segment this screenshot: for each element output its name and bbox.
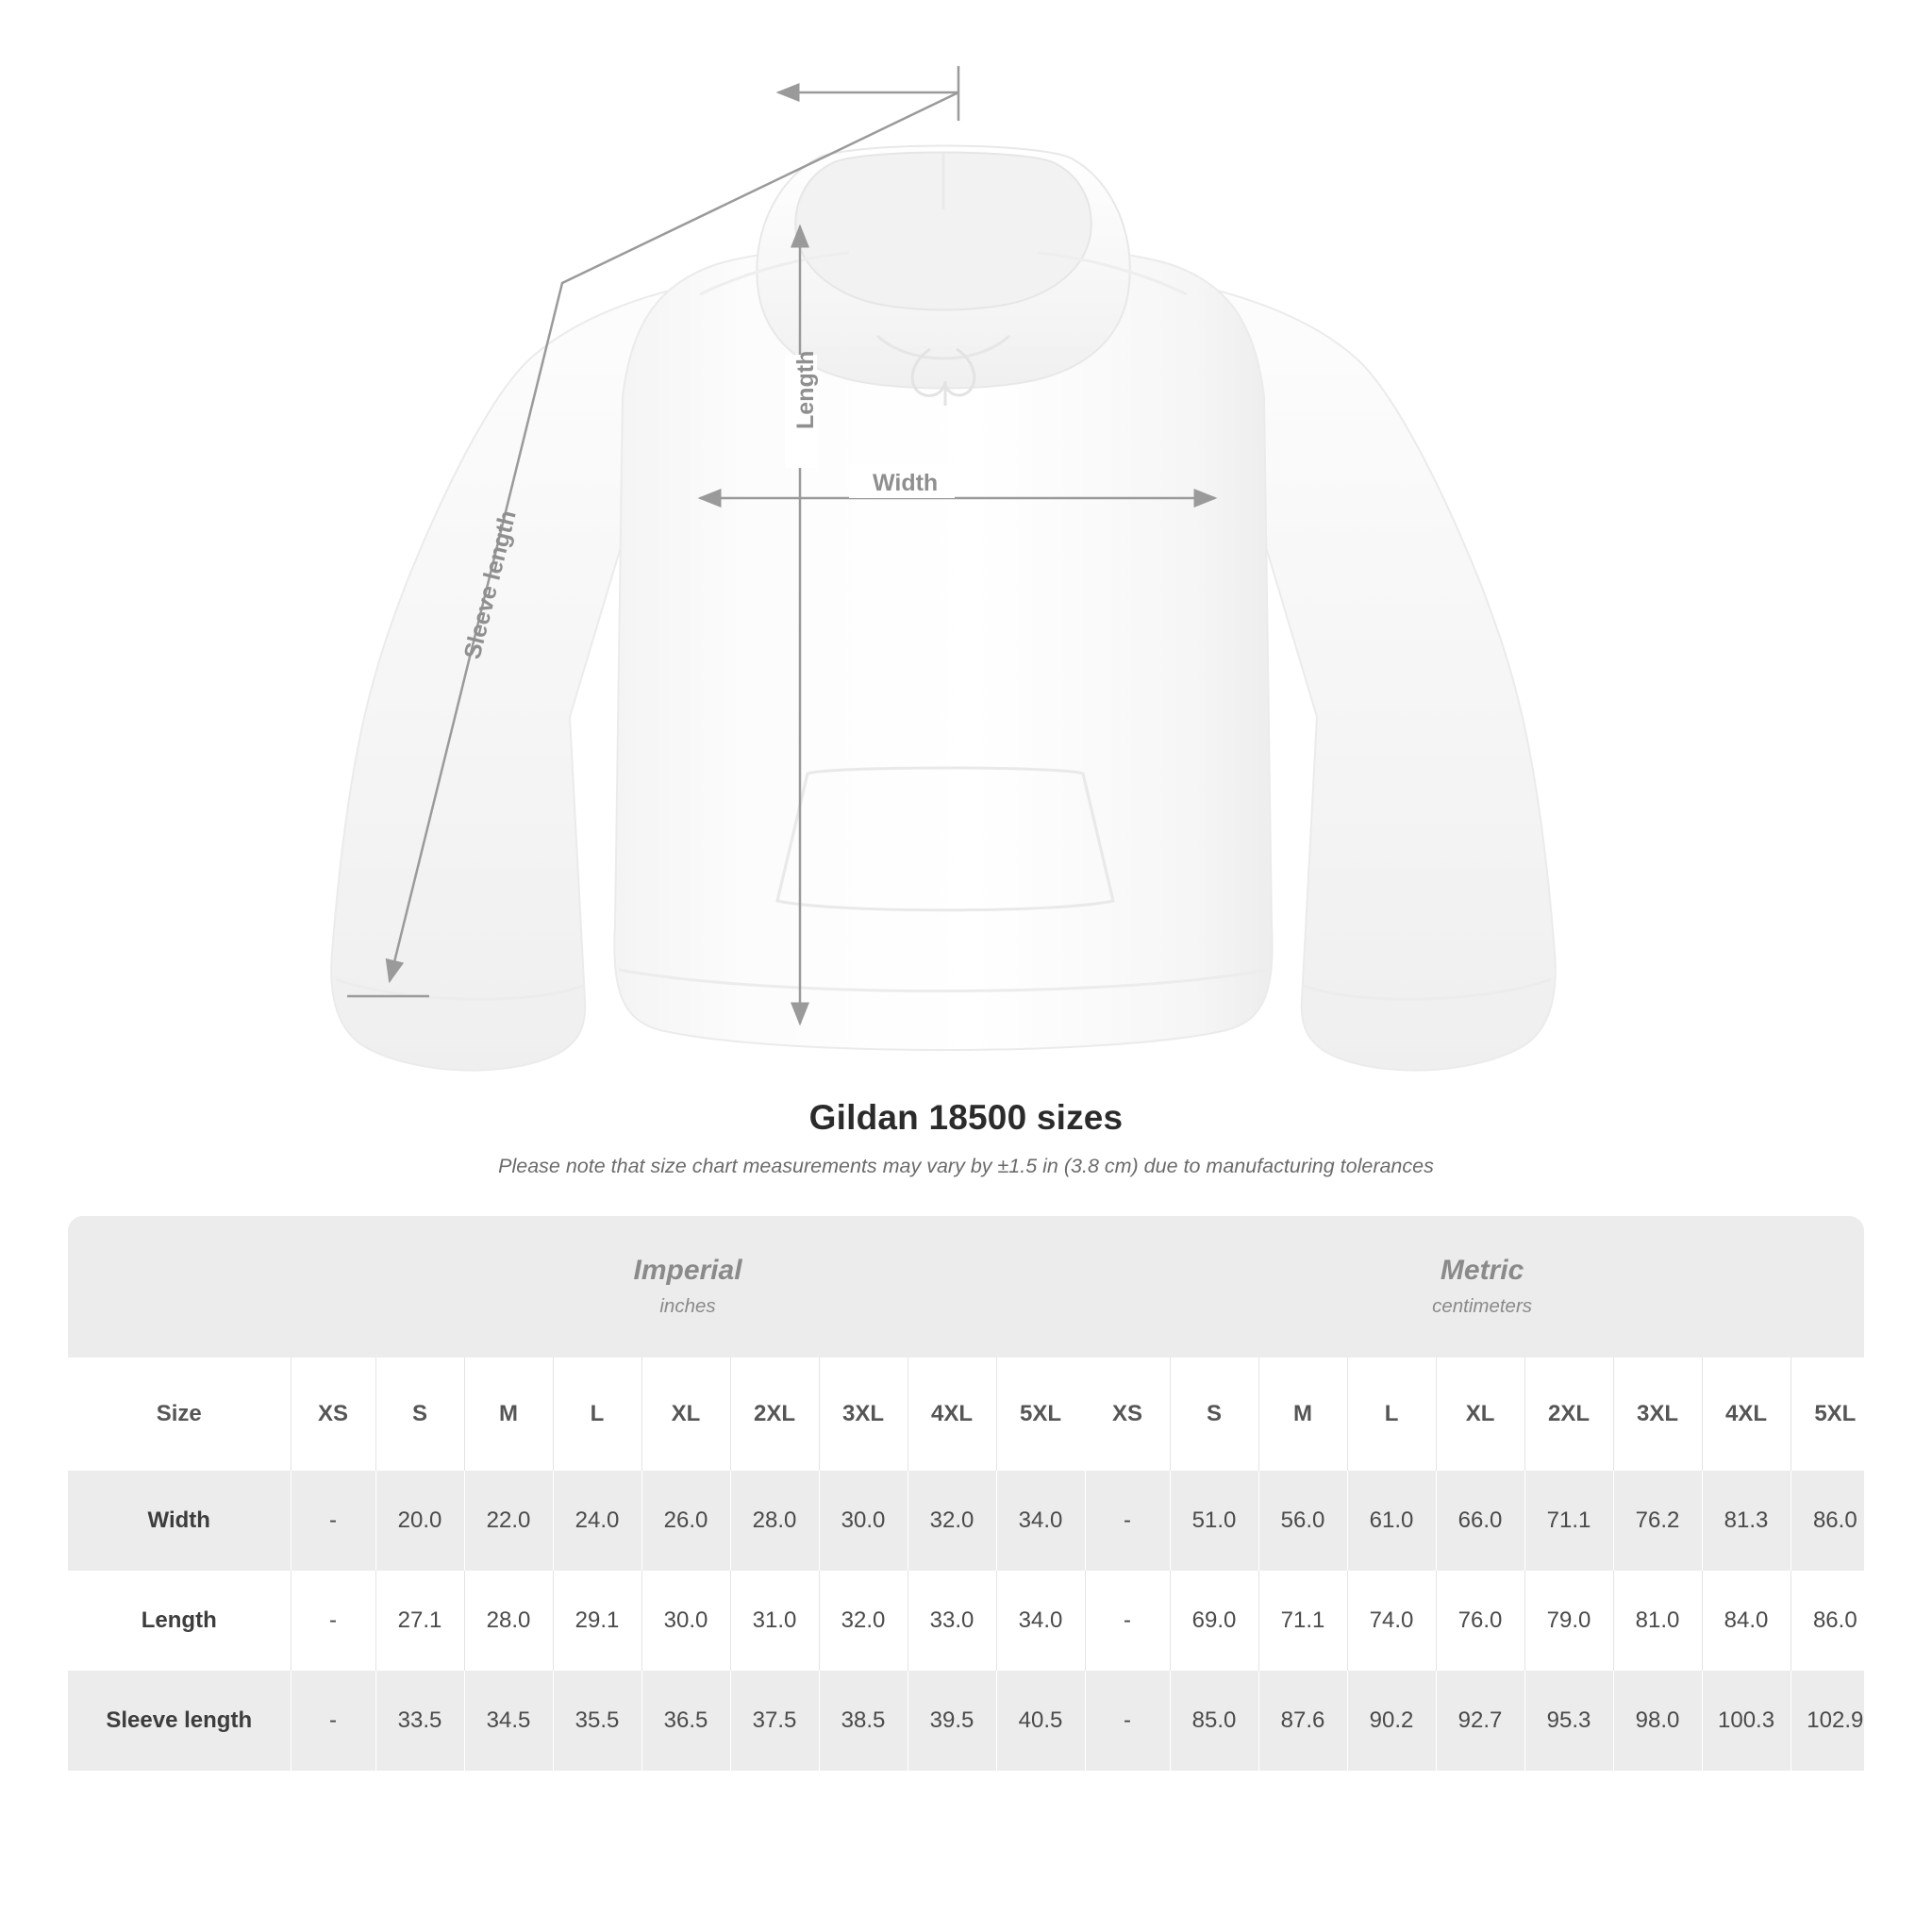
header-metric-m: M [1258, 1357, 1347, 1471]
header-imperial-xl: XL [641, 1357, 730, 1471]
width-imperial-s: 20.0 [375, 1471, 464, 1571]
page-title: Gildan 18500 sizes [808, 1098, 1124, 1137]
header-imperial-5xl: 5XL [996, 1357, 1085, 1471]
width-imperial-xs: - [291, 1471, 375, 1571]
unit-imperial-name: Imperial [633, 1255, 742, 1287]
length-imperial-xl: 30.0 [641, 1571, 730, 1671]
sleeve-imperial-2xl: 37.5 [730, 1671, 819, 1771]
length-imperial-s: 27.1 [375, 1571, 464, 1671]
length-imperial-xs: - [291, 1571, 375, 1671]
size-table-wrapper [68, 1216, 1864, 1771]
header-metric-s: S [1170, 1357, 1258, 1471]
length-metric-3xl: 81.0 [1613, 1571, 1702, 1671]
title-block [0, 1098, 1932, 1178]
width-metric-xl: 66.0 [1436, 1471, 1524, 1571]
table-row [68, 1571, 1864, 1671]
header-metric-4xl: 4XL [1702, 1357, 1790, 1471]
length-imperial-3xl: 32.0 [819, 1571, 908, 1671]
length-imperial-4xl: 33.0 [908, 1571, 996, 1671]
width-metric-s: 51.0 [1170, 1471, 1258, 1571]
sleeve-imperial-m: 34.5 [464, 1671, 553, 1771]
length-metric-5xl: 86.0 [1790, 1571, 1864, 1671]
sleeve-imperial-xl: 36.5 [641, 1671, 730, 1771]
length-imperial-l: 29.1 [553, 1571, 641, 1671]
length-imperial-2xl: 31.0 [730, 1571, 819, 1671]
label-width: Width [873, 470, 939, 496]
sleeve-metric-5xl: 102.9 [1790, 1671, 1864, 1771]
header-metric-3xl: 3XL [1613, 1357, 1702, 1471]
sleeve-imperial-s: 33.5 [375, 1671, 464, 1771]
header-metric-xs: XS [1085, 1357, 1170, 1471]
header-metric-l: L [1347, 1357, 1436, 1471]
unit-imperial-sub: inches [659, 1294, 716, 1317]
sleeve-imperial-5xl: 40.5 [996, 1671, 1085, 1771]
sleeve-metric-xs: - [1085, 1671, 1170, 1771]
unit-metric [1085, 1216, 1864, 1357]
sleeve-metric-xl: 92.7 [1436, 1671, 1524, 1771]
width-imperial-l: 24.0 [553, 1471, 641, 1571]
row-label-length: Length [68, 1571, 291, 1671]
header-imperial-m: M [464, 1357, 553, 1471]
length-metric-2xl: 79.0 [1524, 1571, 1613, 1671]
width-metric-4xl: 81.3 [1702, 1471, 1790, 1571]
length-metric-xs: - [1085, 1571, 1170, 1671]
sleeve-imperial-xs: - [291, 1671, 375, 1771]
row-label-width: Width [68, 1471, 291, 1571]
unit-metric-sub: centimeters [1432, 1294, 1533, 1317]
length-metric-l: 74.0 [1347, 1571, 1436, 1671]
width-metric-2xl: 71.1 [1524, 1471, 1613, 1571]
header-imperial-4xl: 4XL [908, 1357, 996, 1471]
length-metric-m: 71.1 [1258, 1571, 1347, 1671]
width-imperial-5xl: 34.0 [996, 1471, 1085, 1571]
width-metric-m: 56.0 [1258, 1471, 1347, 1571]
length-imperial-5xl: 34.0 [996, 1571, 1085, 1671]
sleeve-metric-m: 87.6 [1258, 1671, 1347, 1771]
width-imperial-4xl: 32.0 [908, 1471, 996, 1571]
sleeve-imperial-4xl: 39.5 [908, 1671, 996, 1771]
table-row [68, 1671, 1864, 1771]
sleeve-imperial-3xl: 38.5 [819, 1671, 908, 1771]
sleeve-metric-s: 85.0 [1170, 1671, 1258, 1771]
length-metric-4xl: 84.0 [1702, 1571, 1790, 1671]
header-metric-5xl: 5XL [1790, 1357, 1864, 1471]
size-table [68, 1216, 1864, 1771]
table-row [68, 1471, 1864, 1571]
sleeve-metric-3xl: 98.0 [1613, 1671, 1702, 1771]
length-metric-xl: 76.0 [1436, 1571, 1524, 1671]
header-imperial-2xl: 2XL [730, 1357, 819, 1471]
length-metric-s: 69.0 [1170, 1571, 1258, 1671]
unit-spacer [68, 1216, 291, 1357]
unit-imperial [291, 1216, 1085, 1357]
sleeve-metric-l: 90.2 [1347, 1671, 1436, 1771]
header-metric-2xl: 2XL [1524, 1357, 1613, 1471]
width-metric-l: 61.0 [1347, 1471, 1436, 1571]
sleeve-metric-4xl: 100.3 [1702, 1671, 1790, 1771]
header-imperial-xs: XS [291, 1357, 375, 1471]
width-metric-3xl: 76.2 [1613, 1471, 1702, 1571]
header-size-label: Size [68, 1357, 291, 1471]
header-imperial-l: L [553, 1357, 641, 1471]
measurement-tolerance-note: Please note that size chart measurements may vary by ±1.5 in (3.8 cm) due to manufacturing tolerances [498, 1155, 1434, 1177]
width-metric-xs: - [1085, 1471, 1170, 1571]
length-imperial-m: 28.0 [464, 1571, 553, 1671]
width-imperial-xl: 26.0 [641, 1471, 730, 1571]
label-sleeve-length: Sleeve length [458, 508, 522, 662]
unit-metric-name: Metric [1440, 1255, 1524, 1287]
sleeve-metric-2xl: 95.3 [1524, 1671, 1613, 1771]
hoodie-graphic [331, 146, 1556, 1071]
width-imperial-2xl: 28.0 [730, 1471, 819, 1571]
width-metric-5xl: 86.0 [1790, 1471, 1864, 1571]
width-imperial-m: 22.0 [464, 1471, 553, 1571]
header-imperial-3xl: 3XL [819, 1357, 908, 1471]
size-header-row [68, 1357, 1864, 1471]
row-label-sleeve-length: Sleeve length [68, 1671, 291, 1771]
sleeve-imperial-l: 35.5 [553, 1671, 641, 1771]
width-imperial-3xl: 30.0 [819, 1471, 908, 1571]
header-metric-xl: XL [1436, 1357, 1524, 1471]
header-imperial-s: S [375, 1357, 464, 1471]
unit-header-row [68, 1216, 1864, 1357]
label-length: Length [792, 350, 819, 429]
